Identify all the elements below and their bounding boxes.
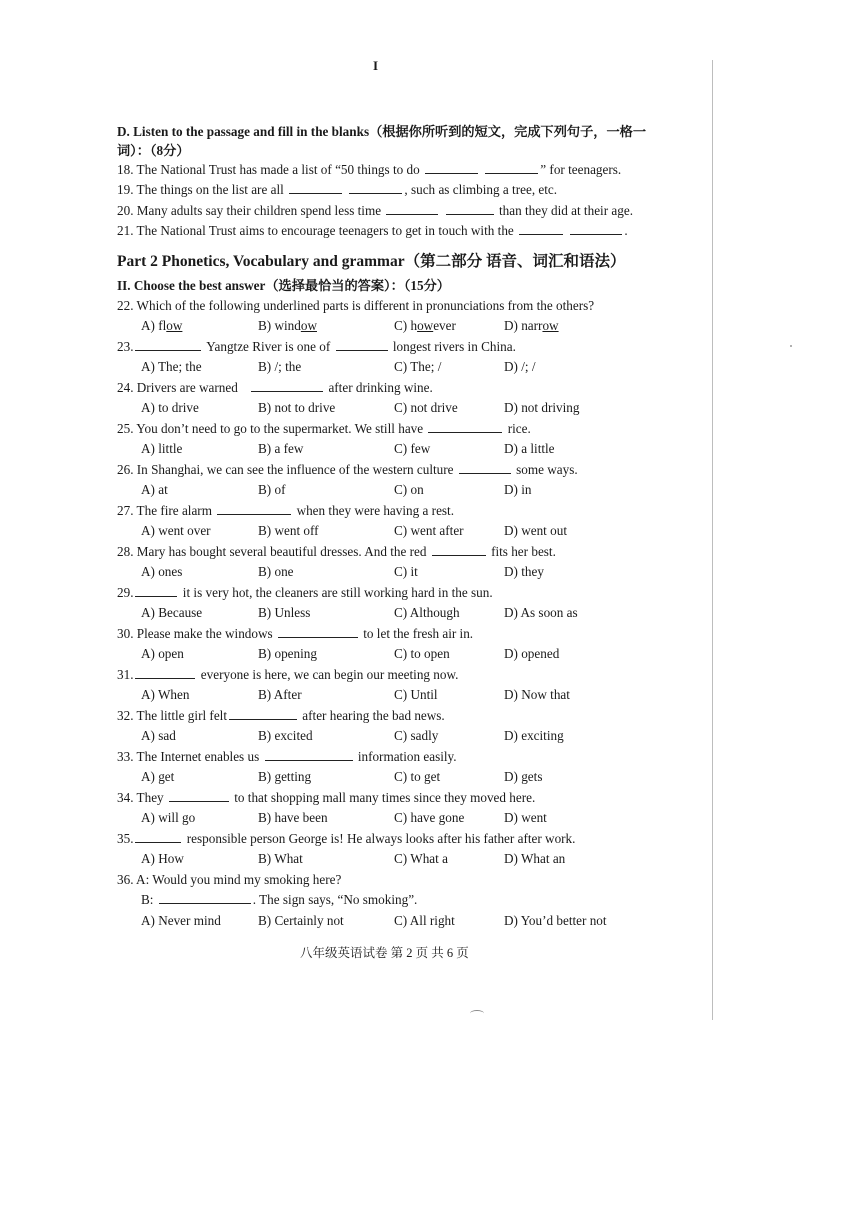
option-d[interactable]: D) You’d better not [504,912,607,928]
option-b[interactable]: B) have been [258,810,328,826]
question-35: 35. responsible person George is! He always looks after his father after work. [117,830,576,846]
option-d[interactable]: D) As soon as [504,605,578,621]
section-d-heading: D. Listen to the passage and fill in the blanks（根据你所听到的短文，完成下列句子，一格一词）：（8分） [117,124,647,158]
option-a[interactable]: A) How [141,851,184,867]
option-b[interactable]: B) /; the [258,359,302,375]
answer-blank[interactable] [265,747,353,761]
option-b[interactable]: B) excited [258,728,313,744]
option-b[interactable]: B) window [258,318,317,334]
option-b[interactable]: B) went off [258,523,319,539]
option-d[interactable]: D) went [504,810,547,826]
question-31: 31. everyone is here, we can begin our meeting now. [117,666,459,682]
answer-blank[interactable] [349,180,402,194]
question-27-options [117,521,657,542]
question-28: 28. Mary has bought several beautiful dresses. And the red fits her best. [117,543,556,559]
option-a[interactable]: A) ones [141,564,183,580]
answer-blank[interactable] [135,583,177,597]
question-34: 34. They to that shopping mall many times since they moved here. [117,789,536,805]
option-c[interactable]: C) Although [394,605,460,621]
question-21: 21. The National Trust aims to encourage teenagers to get in touch with the . [117,223,628,239]
answer-blank[interactable] [169,788,229,802]
answer-blank[interactable] [289,180,342,194]
scan-speck [790,345,792,347]
option-d[interactable]: D) opened [504,646,560,662]
option-b[interactable]: B) a few [258,441,304,457]
option-a[interactable]: A) little [141,441,183,457]
option-b[interactable]: B) getting [258,769,312,785]
question-36-response: B: . The sign says, “No smoking”. [141,892,418,908]
question-26: 26. In Shanghai, we can see the influence of the western culture some ways. [117,462,578,477]
option-c[interactable]: C) sadly [394,728,439,744]
option-d[interactable]: D) not driving [504,400,580,416]
question-35-options [117,849,657,870]
answer-blank[interactable] [428,419,502,433]
option-d[interactable]: D) narrow [504,318,559,334]
option-a[interactable]: A) The; the [141,359,202,375]
answer-blank[interactable] [386,201,438,215]
question-32-options [117,726,657,747]
question-33: 33. The Internet enables us information easily. [117,748,457,764]
option-a[interactable]: A) will go [141,810,196,826]
answer-blank[interactable] [229,706,297,720]
question-18: 18. The National Trust has made a list of “50 things to do ” for teenagers. [117,162,622,177]
binding-line [712,60,713,1020]
option-d[interactable]: D) in [504,482,532,498]
option-a[interactable]: A) When [141,687,190,703]
question-36-options [117,911,657,932]
question-32: 32. The little girl felt after hearing the bad news. [117,707,445,723]
answer-blank[interactable] [336,337,388,351]
option-b[interactable]: B) not to drive [258,400,336,416]
option-a[interactable]: A) open [141,646,184,662]
option-c[interactable]: C) few [394,441,431,457]
answer-blank[interactable] [278,624,358,638]
option-a[interactable]: A) to drive [141,400,199,416]
answer-blank[interactable] [570,221,622,235]
answer-blank[interactable] [432,542,486,556]
question-30: 30. Please make the windows to let the fresh air in. [117,625,474,641]
question-24: 24. Drivers are warned after drinking wine. [117,380,433,396]
scan-mark [470,1010,484,1017]
answer-blank[interactable] [459,460,511,474]
part2-title: Part 2 Phonetics, Vocabulary and grammar（第二部分 语音、词汇和语法） [117,252,626,270]
option-b[interactable]: B) What [258,851,303,867]
option-d[interactable]: D) exciting [504,728,564,744]
option-d[interactable]: D) they [504,564,544,580]
option-b[interactable]: B) opening [258,646,317,662]
option-a[interactable]: A) at [141,482,168,498]
option-b[interactable]: B) After [258,687,302,703]
option-c[interactable]: C) to get [394,769,441,785]
option-a[interactable]: A) get [141,769,175,785]
question-20: 20. Many adults say their children spend less time than they did at their age. [117,202,633,218]
option-c[interactable]: C) All right [394,912,455,928]
answer-blank[interactable] [425,160,478,174]
option-d[interactable]: D) Now that [504,687,570,703]
answer-blank[interactable] [446,201,494,215]
answer-blank[interactable] [485,160,538,174]
option-c[interactable]: C) The; / [394,359,442,375]
question-26-options [117,480,657,501]
section-ii-heading: II. Choose the best answer（选择最恰当的答案）：（15分） [117,277,450,293]
option-a[interactable]: A) sad [141,728,176,744]
option-c[interactable]: C) on [394,482,424,498]
option-c[interactable]: C) What a [394,851,448,867]
option-c[interactable]: C) not drive [394,400,458,416]
option-c[interactable]: C) it [394,564,418,580]
option-a[interactable]: A) Because [141,605,203,621]
option-b[interactable]: B) of [258,482,286,498]
question-36: 36. A: Would you mind my smoking here? [117,871,342,887]
question-22-options [117,316,657,337]
question-25: 25. You don’t need to go to the supermarket. We still have rice. [117,421,531,437]
question-29: 29. it is very hot, the cleaners are still working hard in the sun. [117,584,493,600]
option-d[interactable]: D) a little [504,441,555,457]
option-b[interactable]: B) Certainly not [258,912,344,928]
question-25-options [117,439,657,460]
option-a[interactable]: A) Never mind [141,912,221,928]
option-a[interactable]: A) flow [141,318,183,334]
option-d[interactable]: D) went out [504,523,567,539]
option-c[interactable]: C) however [394,318,456,334]
option-c[interactable]: C) to open [394,646,450,662]
question-23-options [117,357,657,378]
question-27: 27. The fire alarm when they were having a rest. [117,502,455,518]
question-29-options [117,603,657,624]
option-c[interactable]: C) went after [394,523,464,539]
answer-blank[interactable] [135,337,201,351]
question-19: 19. The things on the list are all , such as climbing a tree, etc. [117,182,558,198]
question-22: 22. Which of the following underlined parts is different in pronunciations from the others? [117,298,595,314]
page-footer: 八年级英语试卷 第 2 页 共 6 页 [300,946,469,960]
answer-blank[interactable] [251,378,323,392]
question-28-options [117,562,657,583]
answer-blank[interactable] [217,501,291,515]
question-31-options [117,685,657,706]
question-24-options [117,398,657,419]
answer-blank[interactable] [135,829,181,843]
option-c[interactable]: C) have gone [394,810,465,826]
option-b[interactable]: B) Unless [258,605,311,621]
answer-blank[interactable] [135,665,195,679]
option-c[interactable]: C) Until [394,687,438,703]
option-d[interactable]: D) What an [504,851,566,867]
exam-content [117,122,657,931]
option-d[interactable]: D) /; / [504,359,536,375]
page-mark: I [373,58,379,73]
option-d[interactable]: D) gets [504,769,543,785]
question-34-options [117,808,657,829]
question-30-options [117,644,657,665]
question-33-options [117,767,657,788]
question-23: 23. Yangtze River is one of longest rivers in China. [117,339,516,355]
option-a[interactable]: A) went over [141,523,211,539]
option-b[interactable]: B) one [258,564,294,580]
answer-blank[interactable] [519,221,563,235]
answer-blank[interactable] [159,890,251,904]
